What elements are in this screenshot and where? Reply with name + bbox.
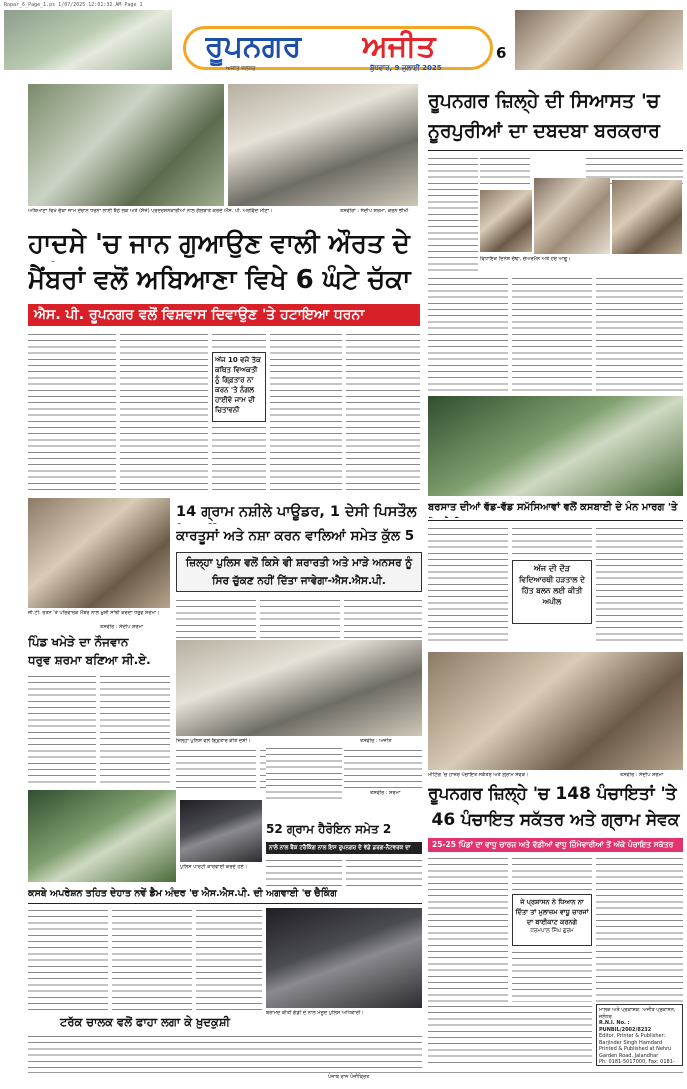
- politics-text-col-1: [428, 156, 478, 276]
- imprint-address: Printed & Published at Nehru Garden Road, Jalandhar: [599, 1046, 672, 1059]
- rally-rule: [428, 520, 683, 521]
- ca-headline-line2: ਧਰੁਵ ਸ਼ਰਮਾ ਬਣਿਆ ਸੀ.ਏ.: [28, 653, 151, 667]
- drugs-subhead: ਜ਼ਿਲ੍ਹਾ ਪੁਲਿਸ ਵਲੋਂ ਕਿਸੇ ਵੀ ਸ਼ਰਾਰਤੀ ਅਤੇ ਮਾੜੇ ਅਨਸਰ ਨੂੰ ਸਿਰ ਚੁੱਕਣ ਨਹੀਂ ਦਿੱਤਾ ਜਾਵੇਗਾ-ਐਸ.ਐਸ.ਪੀ.: [176, 552, 422, 592]
- politics-text-col-6: [596, 276, 683, 396]
- panchayat-headline-line1: ਰੂਪਨਗਰ ਜ਼ਿਲ੍ਹੇ 'ਚ 148 ਪੰਚਾਇਤਾਂ 'ਤੇ: [428, 784, 677, 804]
- rally-text-col-2: [512, 526, 592, 558]
- operation-text-col-2: [112, 908, 192, 1010]
- truck-headline: ਟਰੱਕ ਚਾਲਕ ਵਲੋਂ ਫਾਹਾ ਲਗਾ ਕੇ ਖ਼ੁਦਕੁਸ਼ੀ: [60, 1015, 230, 1029]
- family-photo: [28, 498, 170, 608]
- panchayat-text-col-2: [512, 856, 592, 892]
- heroin-text-col-1: [266, 858, 342, 886]
- ca-text-col-2: [100, 674, 170, 786]
- heroin-subhead: ਨਾਲੋ ਨਾਲ ਬੈਕ ਟਰੈਕਿੰਗ ਨਾਲ ਇਸ ਰੂਪਨਗਰ ਦੇ ਵੱਡੇ ਡਰਗ-ਨੈਟਵਰਕ ਦਾ: [266, 842, 422, 854]
- panchayat-pull-quote: [512, 894, 592, 946]
- operation-text-col-3: [196, 908, 262, 1010]
- panchayat-photo-caption: ਮੀਟਿੰਗ 'ਚ ਹਾਜ਼ਰ ਪੰਚਾਇਤ ਸਕੱਤਰ ਅਤੇ ਗ੍ਰਾਮ ਸੇਵਕ।: [428, 772, 529, 778]
- panchayat-meeting-photo: [428, 652, 683, 770]
- page-number: 6: [496, 44, 507, 62]
- heroin-text-top: [266, 746, 342, 800]
- drugs-photo-credit: ਤਸਵੀਰ : ਅਜੀਤ: [360, 738, 392, 744]
- protest-photo-left: [28, 84, 224, 206]
- politics-photo-caption: ਵਿਧਾਇਕ ਦਿਨੇਸ਼ ਚੱਢਾ, ਚੇਅਰਮੈਨ ਅਤੇ ਹੋਰ ਆਗੂ।: [480, 256, 571, 262]
- operation-rule: [28, 903, 422, 904]
- operation-text-col-1: [28, 908, 108, 1010]
- imprint-rni: R.N.I. No. : PUNBIL/2002/8232: [599, 1020, 652, 1033]
- main-headline-line2: ਮੈਂਬਰਾਂ ਵਲੋਂ ਅਬਿਆਣਾ ਵਿਖੇ 6 ਘੰਟੇ ਚੱਕਾ: [28, 265, 411, 295]
- print-slug: Ropar_6_Page_1.ps 1/07/2025 12:01:32 AM Page 1: [4, 2, 143, 8]
- panchayat-text-col-1: [428, 856, 508, 1002]
- rally-text-col-3: [596, 526, 683, 646]
- crowd-protest-photo: [428, 396, 683, 496]
- politics-headline-line2: ਨੂਰਪੁਰੀਆਂ ਦਾ ਦਬਦਬਾ ਬਰਕਰਾਰ: [428, 120, 660, 142]
- family-photo-caption: ਜੀ.ਟੀ. ਰਤਨ 'ਤੇ ਪਰਿਵਾਰਕ ਮੈਂਬਰ ਨਾਲ ਖ਼ੁਸ਼ੀ ਸਾਂਝੀ ਕਰਦਾ ਧਰੁਵ ਸ਼ਰਮਾ।: [28, 610, 160, 616]
- footer-bar: [28, 1072, 683, 1082]
- police-checking-photo-1: [28, 790, 176, 882]
- panchayat-headline-line2: 46 ਪੰਚਾਇਤ ਸਕੱਤਰ ਅਤੇ ਗ੍ਰਾਮ ਸੇਵਕ: [431, 810, 680, 830]
- ca-headline-line1: ਪਿੰਡ ਖਮੇੜੇ ਦਾ ਨੌਜਵਾਨ: [28, 635, 129, 649]
- masthead-fort-image: [515, 10, 683, 70]
- masthead-title-left: ਰੂਪਨਗਰ: [205, 30, 302, 64]
- politics-text-col-4: [428, 276, 508, 396]
- politics-rule: [428, 150, 683, 151]
- drugs-headline-line2: ਕਾਰਤੂਸਾਂ ਅਤੇ ਨਸ਼ਾ ਕਰਨ ਵਾਲਿਆਂ ਸਮੇਤ ਕੁੱਲ 5: [176, 528, 415, 544]
- rally-text-col-1: [428, 526, 508, 646]
- ca-text-col-1: [28, 674, 96, 786]
- politics-text-col-2: [480, 156, 530, 184]
- heroin-text-col-2: [346, 858, 422, 886]
- seized-car-caption: ਬਰਾਮਦ ਕੀਤੀ ਗੱਡੀ ਦੇ ਨਾਲ ਮੌਜੂਦ ਪੁਲਿਸ ਅਧਿਕਾਰੀ।: [266, 1010, 364, 1016]
- top-photo-caption: ਅਬਿਆਣਾ ਵਿਖੇ ਚੱਕਾ ਜਾਮ ਦੌਰਾਨ ਧਰਨਾ ਲਾਈ ਬੈਠੇ ਲੋਕ ਅਤੇ (ਸੱਜੇ) ਪ੍ਰਦਰਸ਼ਨਕਾਰੀਆਂ ਨਾਲ ਗੱਲਬਾਤ ਕਰਦੇ ਐੱਸ. ਪੀ. ਅਰਵਿੰਦ ਮੀਣਾ।: [28, 208, 273, 214]
- truck-text: [28, 1034, 422, 1068]
- politician-portrait-1: [480, 190, 532, 252]
- police-checking-photo-2: [180, 800, 262, 862]
- main-headline-line1: ਹਾਦਸੇ 'ਚ ਜਾਨ ਗੁਆਉਣ ਵਾਲੀ ਔਰਤ ਦੇ: [28, 229, 410, 259]
- main-text-col-2: [120, 332, 208, 492]
- politician-portrait-3: [612, 180, 682, 254]
- issue-date: ਬੁੱਧਵਾਰ, 9 ਜੁਲਾਈ 2025: [370, 64, 442, 72]
- footer-registration: ਪੰਜਾਬ ਰਾਜ ਪੰਜੀਕ੍ਰਿਤ: [328, 1074, 370, 1080]
- politician-portrait-2: [534, 178, 610, 254]
- panchayat-text-col-4: [596, 856, 683, 1002]
- top-photo-credit: ਤਸਵੀਰਾਂ : ਸੰਦੀਪ ਸ਼ਰਮਾ, ਕਰਨ ਭੀਖੀ: [340, 208, 409, 214]
- panchayat-pull-quote-text: ਜੇ ਪ੍ਰਸ਼ਾਸਨ ਨੇ ਧਿਆਨ ਨਾ ਦਿੱਤਾ ਤਾਂ ਮੁਲਾਜ਼ਮ ਵਾਧੂ ਚਾਰਜਾਂ ਦਾ ਬਾਈਕਾਟ ਕਰਨਗੇ: [515, 898, 589, 926]
- family-photo-credit: ਤਸਵੀਰ : ਸੰਦੀਪ ਸ਼ਰਮਾ: [100, 624, 144, 630]
- politics-text-col-5: [512, 276, 592, 396]
- main-pull-quote: ਅੱਜ 10 ਵਜੇ ਤੱਕ ਕਥਿਤ ਵਿਅਕਤੀ ਨੂੰ ਗਿ੍ਫ਼ਤਾਰ ਨਾ ਕਰਨ 'ਤੇ ਨੰਗਲ ਹਾਈਵੇ ਜਾਮ ਦੀ ਚਿਤਾਵਨੀ: [212, 352, 266, 422]
- heroin-headline: 52 ਗ੍ਰਾਮ ਹੈਰੋਇਨ ਸਮੇਤ 2: [266, 822, 392, 836]
- imprint-owner: ਮਾਲਕ ਅਤੇ ਪ੍ਰਕਾਸ਼ਕ: ਅਜੀਤ ਪ੍ਰਕਾਸ਼ਨ, ਜਲੰਧਰ: [599, 1007, 676, 1020]
- rally-pull-quote-text: ਵਿਦਿਆਰਥੀ ਹੜਤਾਲ ਦੇ ਹਿੱਤ ਬਲਨ ਲਈ ਕੀਤੀ ਅਪੀਲ: [518, 575, 586, 606]
- drugs-text-col-6: [344, 748, 422, 792]
- main-text-col-1: [28, 332, 116, 492]
- imprint-box: [596, 1004, 683, 1066]
- drugs-text-col-3: [344, 598, 422, 638]
- imprint-phone: Ph: 0181-5017000, Fax: 0181-: [599, 1059, 675, 1065]
- imprint-editor: Editor, Printer & Publisher: Barjinder Singh Hamdard: [599, 1033, 666, 1046]
- main-subhead: ਐਸ. ਪੀ. ਰੂਪਨਗਰ ਵਲੋਂ ਵਿਸ਼ਵਾਸ ਦਿਵਾਉਣ 'ਤੇ ਹਟਾਇਆ ਧਰਨਾ: [28, 304, 420, 326]
- police-checking-caption: ਪੁਲਿਸ ਪਾਰਟੀ ਕਾਰਵਾਈ ਕਰਦੇ ਹੋਏ।: [180, 864, 248, 870]
- main-text-col-5: [346, 332, 420, 492]
- panchayat-photo-credit: ਤਸਵੀਰ : ਸੰਦੀਪ ਸ਼ਰਮਾ: [620, 772, 664, 778]
- main-text-col-4: [270, 332, 342, 492]
- drugs-text-col-4: [176, 748, 256, 792]
- arrested-accused-photo: [176, 640, 422, 736]
- masthead-title-right: ਅਜੀਤ: [362, 30, 436, 64]
- panchayat-pull-quote-credit: ਧਰਮਪਾਲ ਸਿੰਘ ਗੁਰਮ: [530, 928, 574, 934]
- masthead-left-art: [4, 10, 172, 70]
- seized-car-photo: [266, 908, 422, 1008]
- panchayat-subhead: 25-25 ਪਿੰਡਾਂ ਦਾ ਵਾਧੂ ਚਾਰਜ ਅਤੇ ਵੱਡੀਆਂ ਵਾਧੂ ਜ਼ਿੰਮੇਵਾਰੀਆਂ ਤੋਂ ਅੱਕੇ ਪੰਚਾਇਤ ਸਕੱਤਰ: [428, 838, 683, 852]
- drugs-headline-line1: 14 ਗ੍ਰਾਮ ਨਸ਼ੀਲੇ ਪਾਊਡਰ, 1 ਦੇਸੀ ਪਿਸਤੌਲ: [176, 504, 417, 520]
- rally-headline: ਬਰਸਾਤ ਦੀਆਂ ਵੱਡ-ਵੱਡ ਸਮੱਸਿਆਵਾਂ ਵਲੋਂ ਕਸਬਾਈ ਦੇ ਮੰਨ ਮਾਰਗ 'ਤੇ: [428, 502, 678, 513]
- rally-pull-quote: [512, 560, 592, 624]
- rally-pull-quote-title: ਅੱਜ ਦੀ ਦੌੜ: [534, 564, 570, 573]
- protest-photo-right: [228, 84, 418, 206]
- drugs-text-col-2: [260, 598, 340, 638]
- police-checking-credit: ਤਸਵੀਰ : ਸ਼ਰਮਾ: [370, 790, 401, 796]
- drugs-photo-caption: ਜ਼ਿਲ੍ਹਾ ਪੁਲਿਸ ਵਲੋਂ ਗਿ੍ਫ਼ਤਾਰ ਕੀਤੇ ਦੋਸ਼ੀ।: [176, 738, 251, 744]
- operation-headline: ਕਸਬੇ ਅਪਰੇਸ਼ਨ ਤਹਿਤ ਦੇਹਾਤ ਨਵੇਂ ਡੈਮ ਅੰਦਰ 'ਚ ਐਸ.ਐਸ.ਪੀ. ਦੀ ਅਗਵਾਈ 'ਚ ਚੈਕਿੰਗ: [28, 888, 337, 899]
- edition-label: ਅਜੀਤ ਜਲੰਧਰ: [226, 66, 256, 72]
- politics-headline-line1: ਰੂਪਨਗਰ ਜ਼ਿਲ੍ਹੇ ਦੀ ਸਿਆਸਤ 'ਚ: [428, 90, 660, 112]
- panchayat-text-col-3: [512, 950, 592, 1002]
- imprint-adjacent-text: [428, 1004, 592, 1066]
- drugs-text-col-1: [176, 598, 256, 638]
